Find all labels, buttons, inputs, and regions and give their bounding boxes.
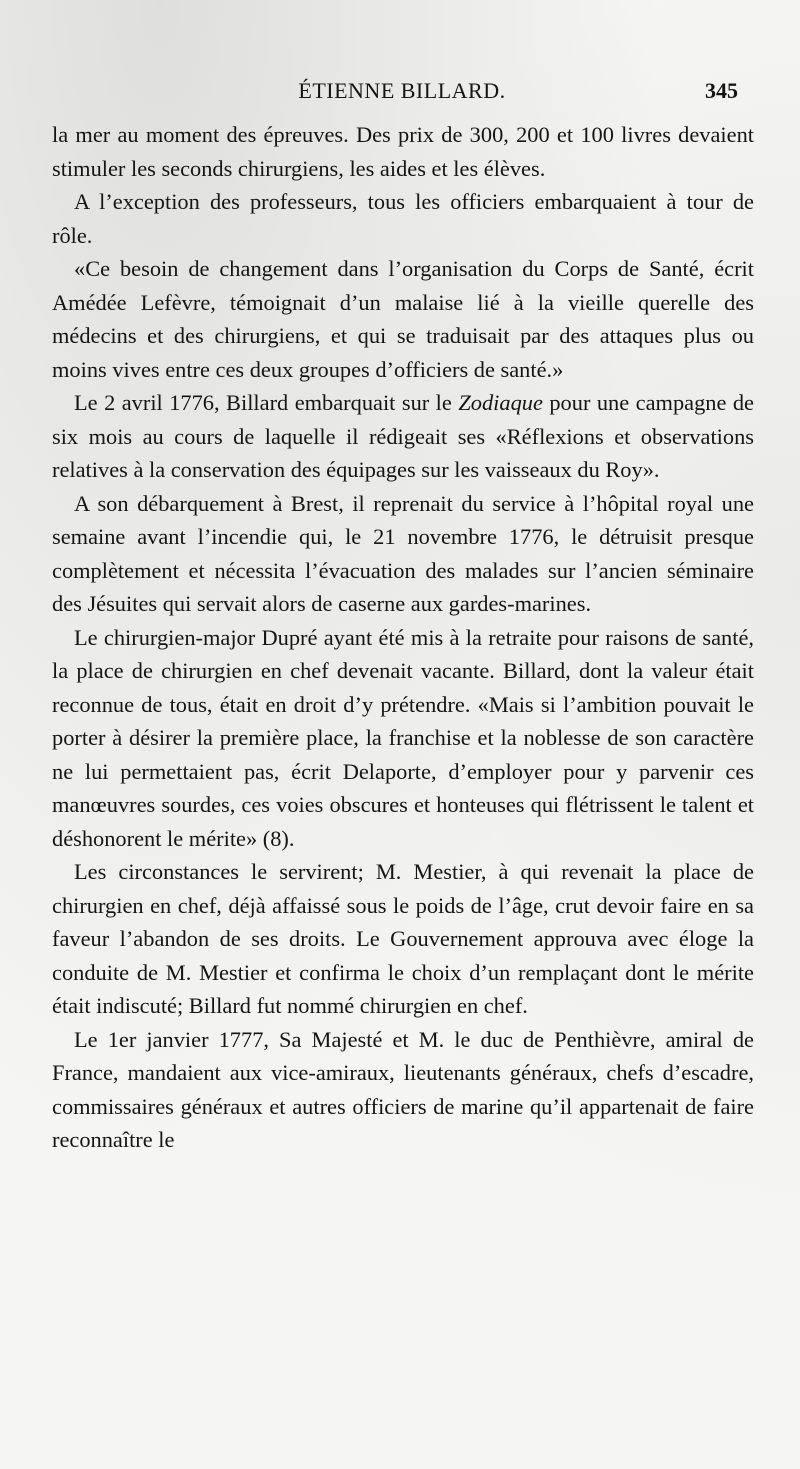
running-title: ÉTIENNE BILLARD. <box>298 78 506 103</box>
ship-name-zodiaque: Zodiaque <box>458 390 543 415</box>
paragraph-continuation: la mer au moment des épreuves. Des prix de 300, 200 et 100 livres devaient stimuler les seconds chirurgiens, les aides et les élèves. <box>52 122 754 181</box>
paragraph-dupre: Le chirurgien-major Dupré ayant été mis à la retraite pour raisons de santé, la place de chirurgien en chef devenait vacante. Billard, dont la valeur était reconnue de tous, était en droit d’y prétendre. «Mais si l’ambition pouvait le porter à désirer la première place, la franchise et la noblesse de son caractère ne lui permettaient pas, écrit Delaporte, d’employer pour y parvenir ces manœuvres sourdes, ces voies obscures et honteuses qui flétrissent le talent et déshonorent le mérite» (8). <box>52 624 754 851</box>
page-number: 345 <box>705 78 738 103</box>
paragraph-zodiaque <box>52 386 754 487</box>
paragraph-officers: A l’exception des professeurs, tous les officiers embarquaient à tour de rôle. <box>52 189 754 248</box>
paragraph-brest: A son débarquement à Brest, il reprenait du service à l’hôpital royal une semaine avant l’incendie qui, le 21 novembre 1776, le détruisit presque complètement et nécessita l’évacuation des malades sur l’ancien séminaire des Jésuites qui servait alors de caserne aux gardes-marines. <box>52 490 754 616</box>
paragraph-zodiaque-after: pour une campagne de six mois au cours de laquelle il rédigeait ses «Réflexions et observations relatives à la conservation des équipages sur les vaisseaux du Roy». <box>52 390 754 482</box>
running-header <box>52 78 752 108</box>
paragraph-quote-lefevre: «Ce besoin de changement dans l’organisation du Corps de Santé, écrit Amédée Lefèvre, témoignait d’un malaise lié à la vieille querelle des médecins et des chirurgiens, et qui se traduisait par des attaques plus ou moins vives entre ces deux groupes d’officiers de santé.» <box>52 256 754 382</box>
paragraph-1777: Le 1er janvier 1777, Sa Majesté et M. le duc de Penthièvre, amiral de France, mandaient aux vice-amiraux, lieutenants généraux, chefs d’escadre, commissaires généraux et autres officiers de marine qu’il appartenait de faire reconnaître le <box>52 1026 754 1152</box>
body-text <box>52 118 754 1157</box>
paragraph-mestier: Les circonstances le servirent; M. Mestier, à qui revenait la place de chirurgien en chef, déjà affaissé sous le poids de l’âge, crut devoir faire en sa faveur l’abandon de ses droits. Le Gouvernement approuva avec éloge la conduite de M. Mestier et confirma le choix d’un remplaçant dont le mérite était indiscuté; Billard fut nommé chirurgien en chef. <box>52 859 754 1018</box>
paragraph-zodiaque-before: Le 2 avril 1776, Billard embarquait sur le <box>74 390 459 415</box>
